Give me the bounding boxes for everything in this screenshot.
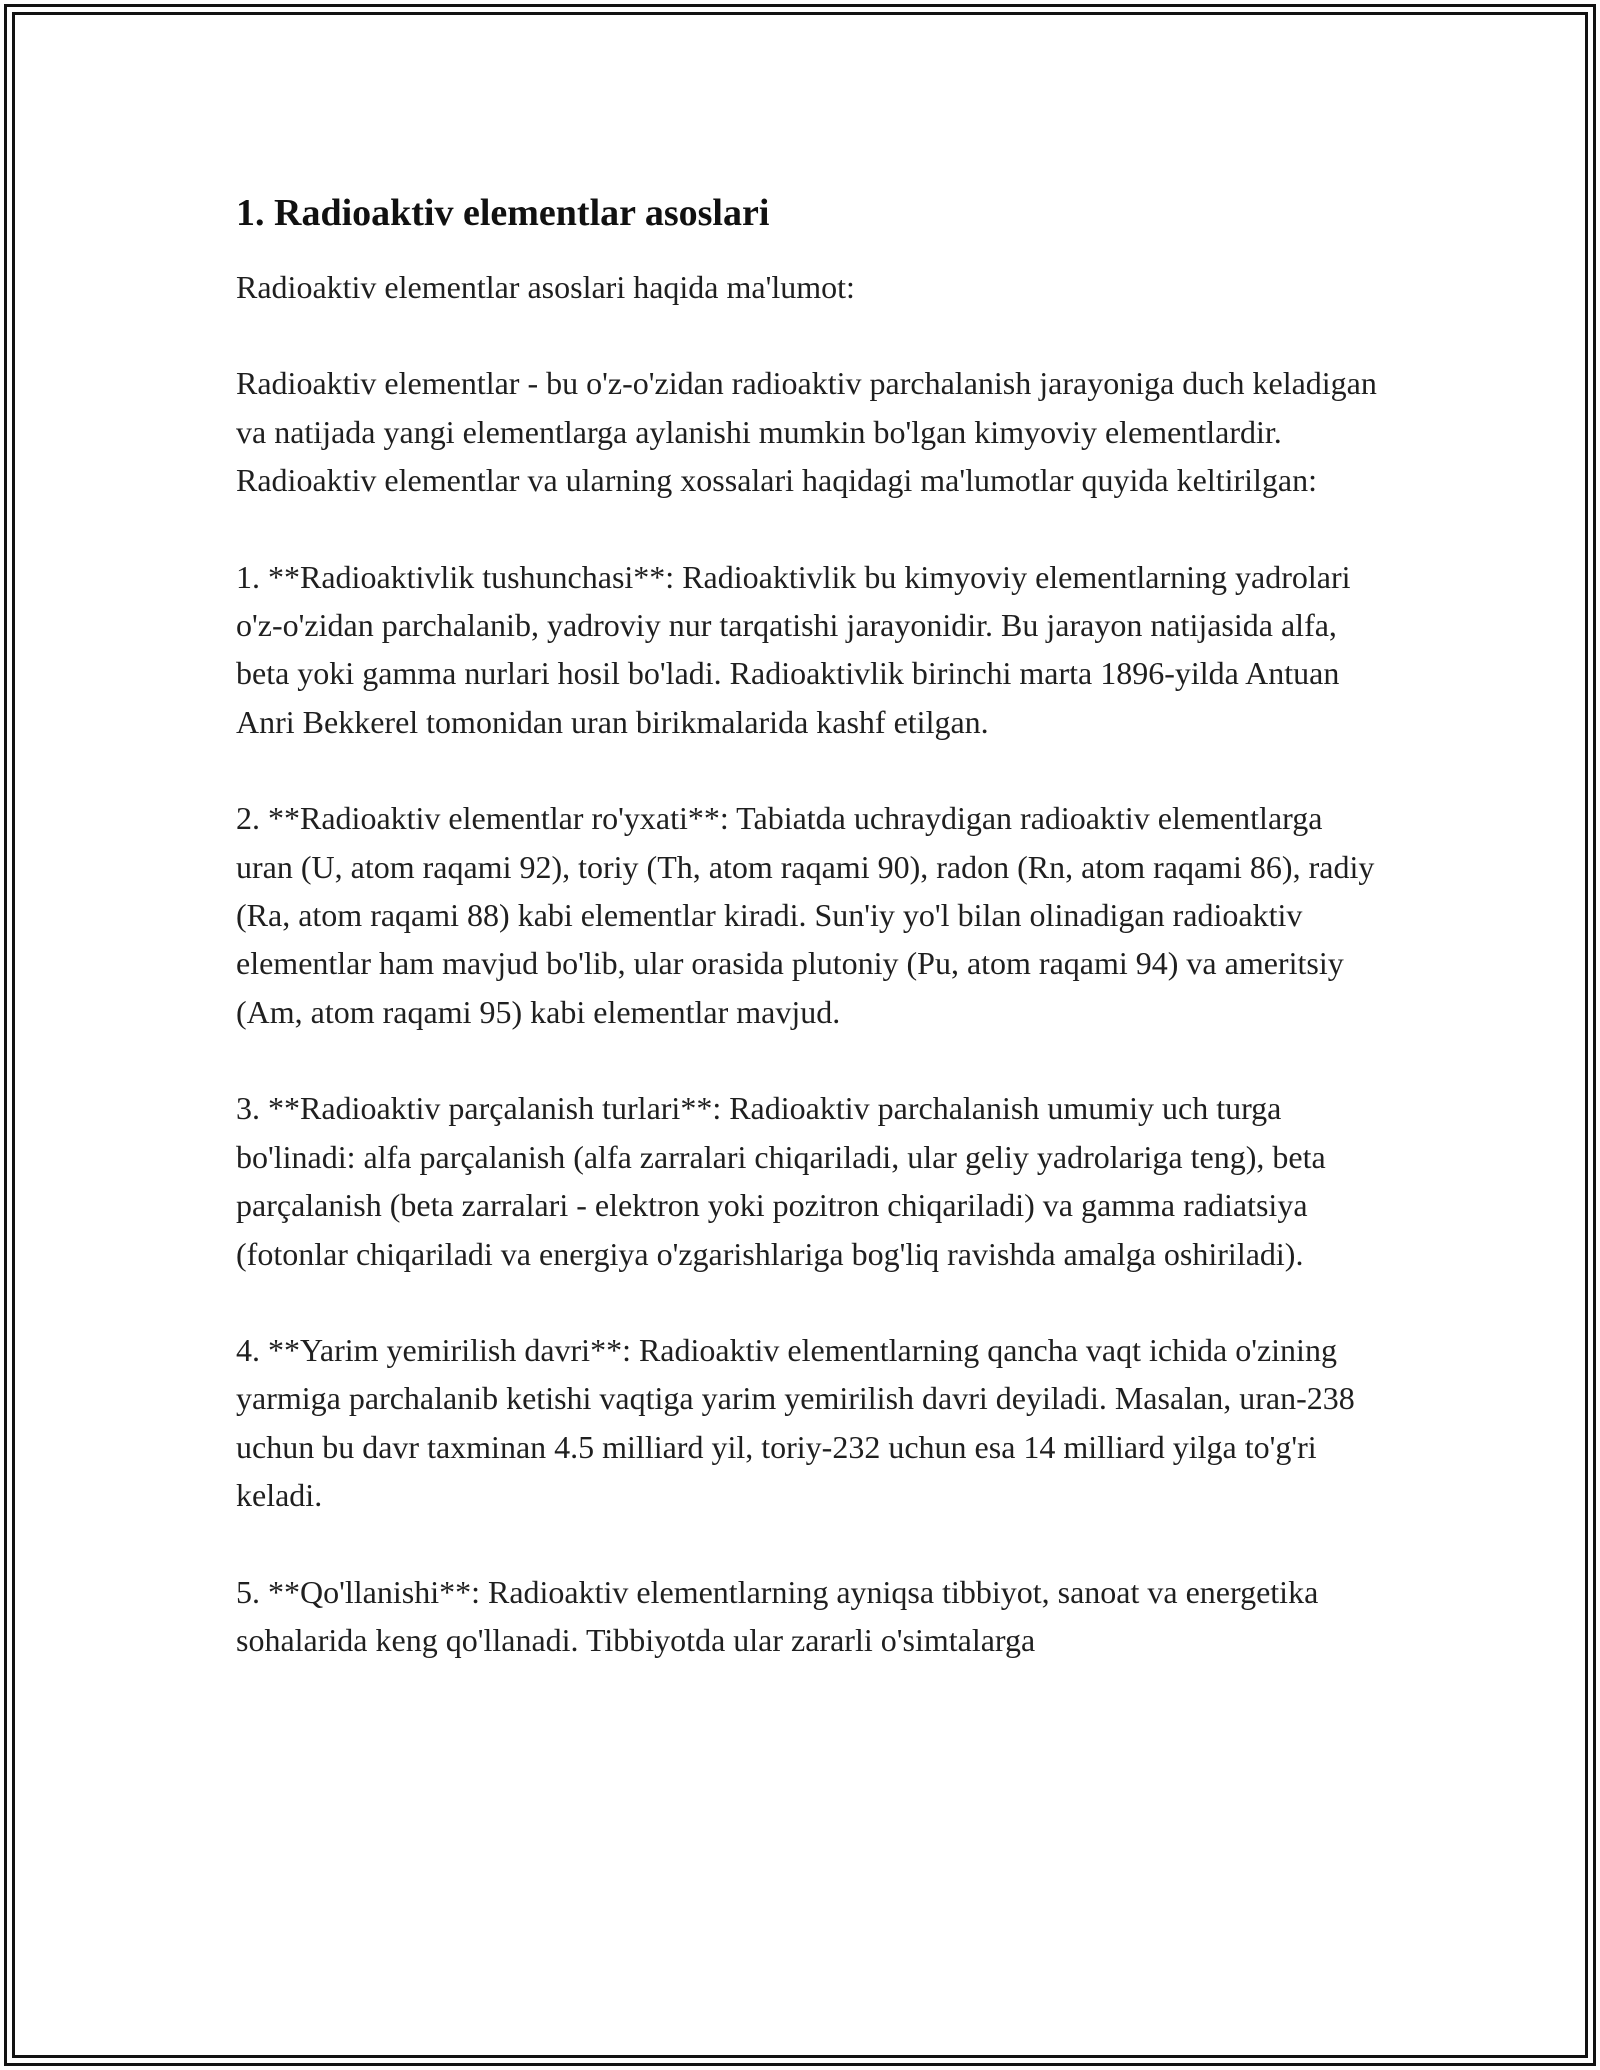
list-item-radioactivity-concept: 1. **Radioaktivlik tushunchasi**: Radioaktivlik bu kimyoviy elementlarning yadrolari o'z-o'zidan parchalanib, yadroviy nur tarqatishi jarayonidir. Bu jarayon natijasida alfa, beta yoki gamma nurlari hosil bo'ladi. Radioaktivlik birinchi marta 1896-yilda Antuan Anri Bekkerel tomonidan uran birikmalarida kashf etilgan. — [236, 558, 1351, 740]
list-item-element-list: 2. **Radioaktiv elementlar ro'yxati**: Tabiatda uchraydigan radioaktiv elementlarga uran (U, atom raqami 92), toriy (Th, atom raqami 90), radon (Rn, atom raqami 86), radiy (Ra, atom raqami 88) kabi elementlar kiradi. Sun'iy yo'l bilan olinadigan radioaktiv elementlar ham mavjud bo'lib, ular orasida plutoniy (Pu, atom raqami 94) va ameritsiy (Am, atom raqami 95) kabi elementlar mavjud. — [236, 800, 1375, 1030]
definition-paragraph: Radioaktiv elementlar - bu o'z-o'zidan radioaktiv parchalanish jarayoniga duch keladigan va natijada yangi elementlarga aylanishi mumkin bo'lgan kimyoviy elementlardir. Radioaktiv elementlar va ularning xossalari haqidagi ma'lumotlar quyida keltirilgan: — [236, 365, 1377, 499]
list-item-decay-types: 3. **Radioaktiv parçalanish turlari**: Radioaktiv parchalanish umumiy uch turga bo'linadi: alfa parçalanish (alfa zarralari chiqariladi, ular geliy yadrolariga teng), beta parçalanish (beta zarralari - elektron yoki pozitron chiqariladi) va gamma radiatsiya (fotonlar chiqariladi va energiya o'zgarishlariga bog'liq ravishda amalga oshiriladi). — [236, 1090, 1326, 1272]
document-body — [236, 185, 1386, 1664]
list-item-applications: 5. **Qo'llanishi**: Radioaktiv elementlarning ayniqsa tibbiyot, sanoat va energetika sohalarida keng qo'llanadi. Tibbiyotda ular zararli o'simtalarga — [236, 1573, 1319, 1658]
document-title: 1. Radioaktiv elementlar asoslari — [236, 192, 770, 234]
intro-paragraph: Radioaktiv elementlar asoslari haqida ma'lumot: — [236, 269, 855, 305]
list-item-half-life: 4. **Yarim yemirilish davri**: Radioaktiv elementlarning qancha vaqt ichida o'zining yarmiga parchalanib ketishi vaqtiga yarim yemirilish davri deyiladi. Masalan, uran-238 uchun bu davr taxminan 4.5 milliard yil, toriy-232 uchun esa 14 milliard yilga to'g'ri keladi. — [236, 1331, 1355, 1514]
